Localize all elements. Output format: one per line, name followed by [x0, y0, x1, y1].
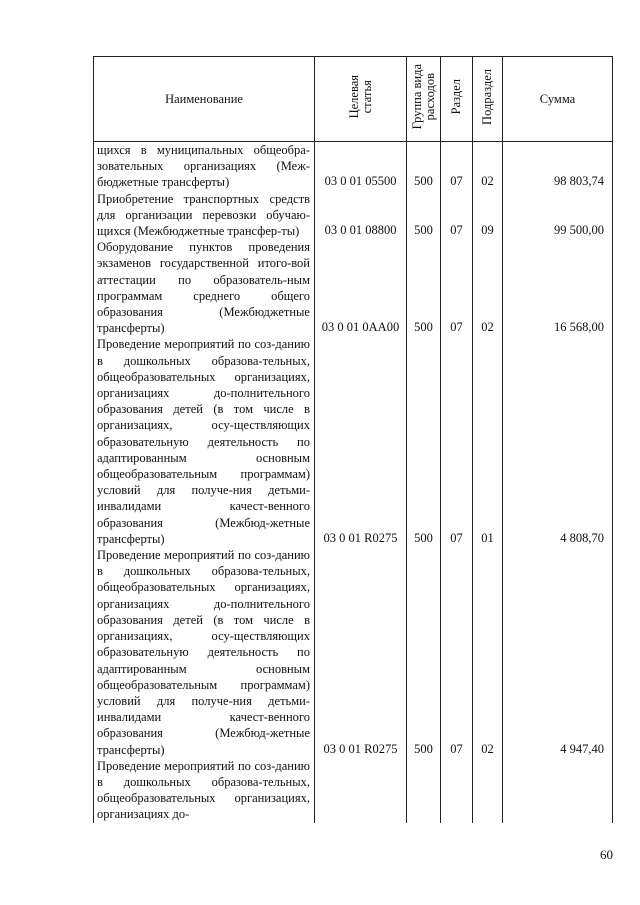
table-row	[94, 142, 613, 191]
row-sum: 99 500,00	[503, 191, 613, 240]
row-name: Проведение мероприятий по соз-данию в дошкольных образова-тельных, общеобразовательных организациях, организациях до-	[94, 758, 315, 823]
row-group: 500	[407, 239, 441, 336]
table-row	[94, 336, 613, 547]
row-section: 07	[441, 547, 473, 758]
row-sum	[503, 758, 613, 823]
row-subsection: 09	[473, 191, 503, 240]
row-section: 07	[441, 239, 473, 336]
row-subsection: 01	[473, 336, 503, 547]
table-row	[94, 239, 613, 336]
row-group: 500	[407, 547, 441, 758]
table-row	[94, 547, 613, 758]
row-group: 500	[407, 191, 441, 240]
row-target-code: 03 0 01 0АА00	[315, 239, 407, 336]
row-group: 500	[407, 142, 441, 191]
row-subsection: 02	[473, 142, 503, 191]
header-name: Наименование	[94, 57, 315, 142]
row-sum: 98 803,74	[503, 142, 613, 191]
header-expense-group: Группа вида расходов	[407, 57, 441, 142]
row-name: Проведение мероприятий по соз-данию в дошкольных образова-тельных, общеобразовательных организациях, организациях до-полнительного образования детей (в том числе в организациях, осу-ществляющих образовательную деятельность по адаптированным основным общеобразовательным программам) условий для получе-ния детьми-инвалидами качест-венного образования (Межбюд-жетные трансферты)	[94, 336, 315, 547]
row-target-code: 03 0 01 R0275	[315, 547, 407, 758]
row-section: 07	[441, 142, 473, 191]
row-target-code: 03 0 01 08800	[315, 191, 407, 240]
row-target-code	[315, 758, 407, 823]
row-group	[407, 758, 441, 823]
page-number: 60	[600, 847, 613, 862]
row-subsection	[473, 758, 503, 823]
row-subsection: 02	[473, 547, 503, 758]
row-subsection: 02	[473, 239, 503, 336]
header-subsection: Подраздел	[473, 57, 503, 142]
row-name: Проведение мероприятий по соз-данию в дошкольных образова-тельных, общеобразовательных организациях, организациях до-полнительного образования детей (в том числе в организациях, осу-ществляющих образовательную деятельность по адаптированным основным общеобразовательным программам) условий для получе-ния детьми-инвалидами качест-венного образования (Межбюд-жетные трансферты)	[94, 547, 315, 758]
row-target-code: 03 0 01 05500	[315, 142, 407, 191]
row-sum: 16 568,00	[503, 239, 613, 336]
table-row	[94, 191, 613, 240]
row-name: щихся в муниципальных общеобра-зовательных организациях (Меж-бюджетные трансферты)	[94, 142, 315, 191]
row-target-code: 03 0 01 R0275	[315, 336, 407, 547]
row-group: 500	[407, 336, 441, 547]
row-section	[441, 758, 473, 823]
row-section: 07	[441, 336, 473, 547]
row-sum: 4 808,70	[503, 336, 613, 547]
header-target-article: Целевая статья	[315, 57, 407, 142]
header-section: Раздел	[441, 57, 473, 142]
table-header-row	[94, 57, 613, 142]
row-sum: 4 947,40	[503, 547, 613, 758]
table-row	[94, 758, 613, 823]
budget-table	[93, 56, 613, 823]
row-name: Оборудование пунктов проведения экзаменов государственной итого-вой аттестации по образователь-ным программам среднего общего образования (Межбюджетные трансферты)	[94, 239, 315, 336]
row-section: 07	[441, 191, 473, 240]
header-sum: Сумма	[503, 57, 613, 142]
row-name: Приобретение транспортных средств для организации перевозки обучаю-щихся (Межбюджетные трансфер-ты)	[94, 191, 315, 240]
